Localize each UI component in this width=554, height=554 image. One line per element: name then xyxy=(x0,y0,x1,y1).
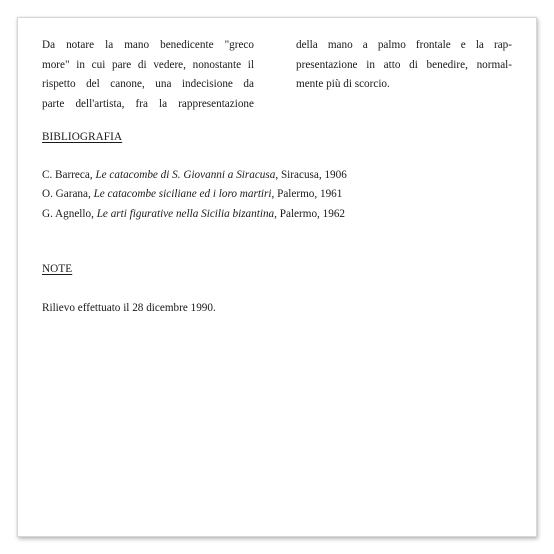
entry-author: O. Garana, xyxy=(42,188,94,201)
text-line: parte dell'artista, fra la rappresentazione xyxy=(42,97,254,110)
text-line: mente più di scorcio. xyxy=(296,78,390,91)
body-text-right-column xyxy=(296,36,512,95)
text-line: della mano a palmo frontale e la rap- xyxy=(296,39,512,51)
body-text-left-column xyxy=(42,36,254,114)
document-page xyxy=(17,17,537,537)
entry-author: C. Barreca, xyxy=(42,169,96,181)
entry-title: Le arti figurative nella Sicilia bizantina xyxy=(96,207,275,220)
entry-title: Le catacombe di S. Giovanni a Siracusa xyxy=(95,169,276,181)
notes-heading: NOTE xyxy=(42,263,73,275)
entry-publication: , Palermo, 1961 xyxy=(271,188,343,201)
entry-title: Le catacombe siciliane ed i loro martiri xyxy=(93,188,272,201)
text-line: presentazione in atto di benedire, normal- xyxy=(296,58,512,71)
entry-author: G. Agnello, xyxy=(42,207,97,220)
text-line: more" in cui pare di vedere, nonostante il xyxy=(42,58,254,71)
entry-publication: , Siracusa, 1906 xyxy=(275,169,347,181)
text-line: Da notare la mano benedicente "greco xyxy=(42,39,254,51)
bibliography-entry xyxy=(42,185,347,204)
text-line: rispetto del canone, una indecisione da xyxy=(42,78,254,91)
bibliography-heading: BIBLIOGRAFIA xyxy=(42,131,123,143)
bibliography-entry xyxy=(42,205,347,224)
bibliography-entry xyxy=(42,166,347,185)
bibliography-list xyxy=(42,166,347,224)
entry-publication: , Palermo, 1962 xyxy=(274,207,346,220)
notes-text: Rilievo effettuato il 28 dicembre 1990. xyxy=(42,302,216,314)
